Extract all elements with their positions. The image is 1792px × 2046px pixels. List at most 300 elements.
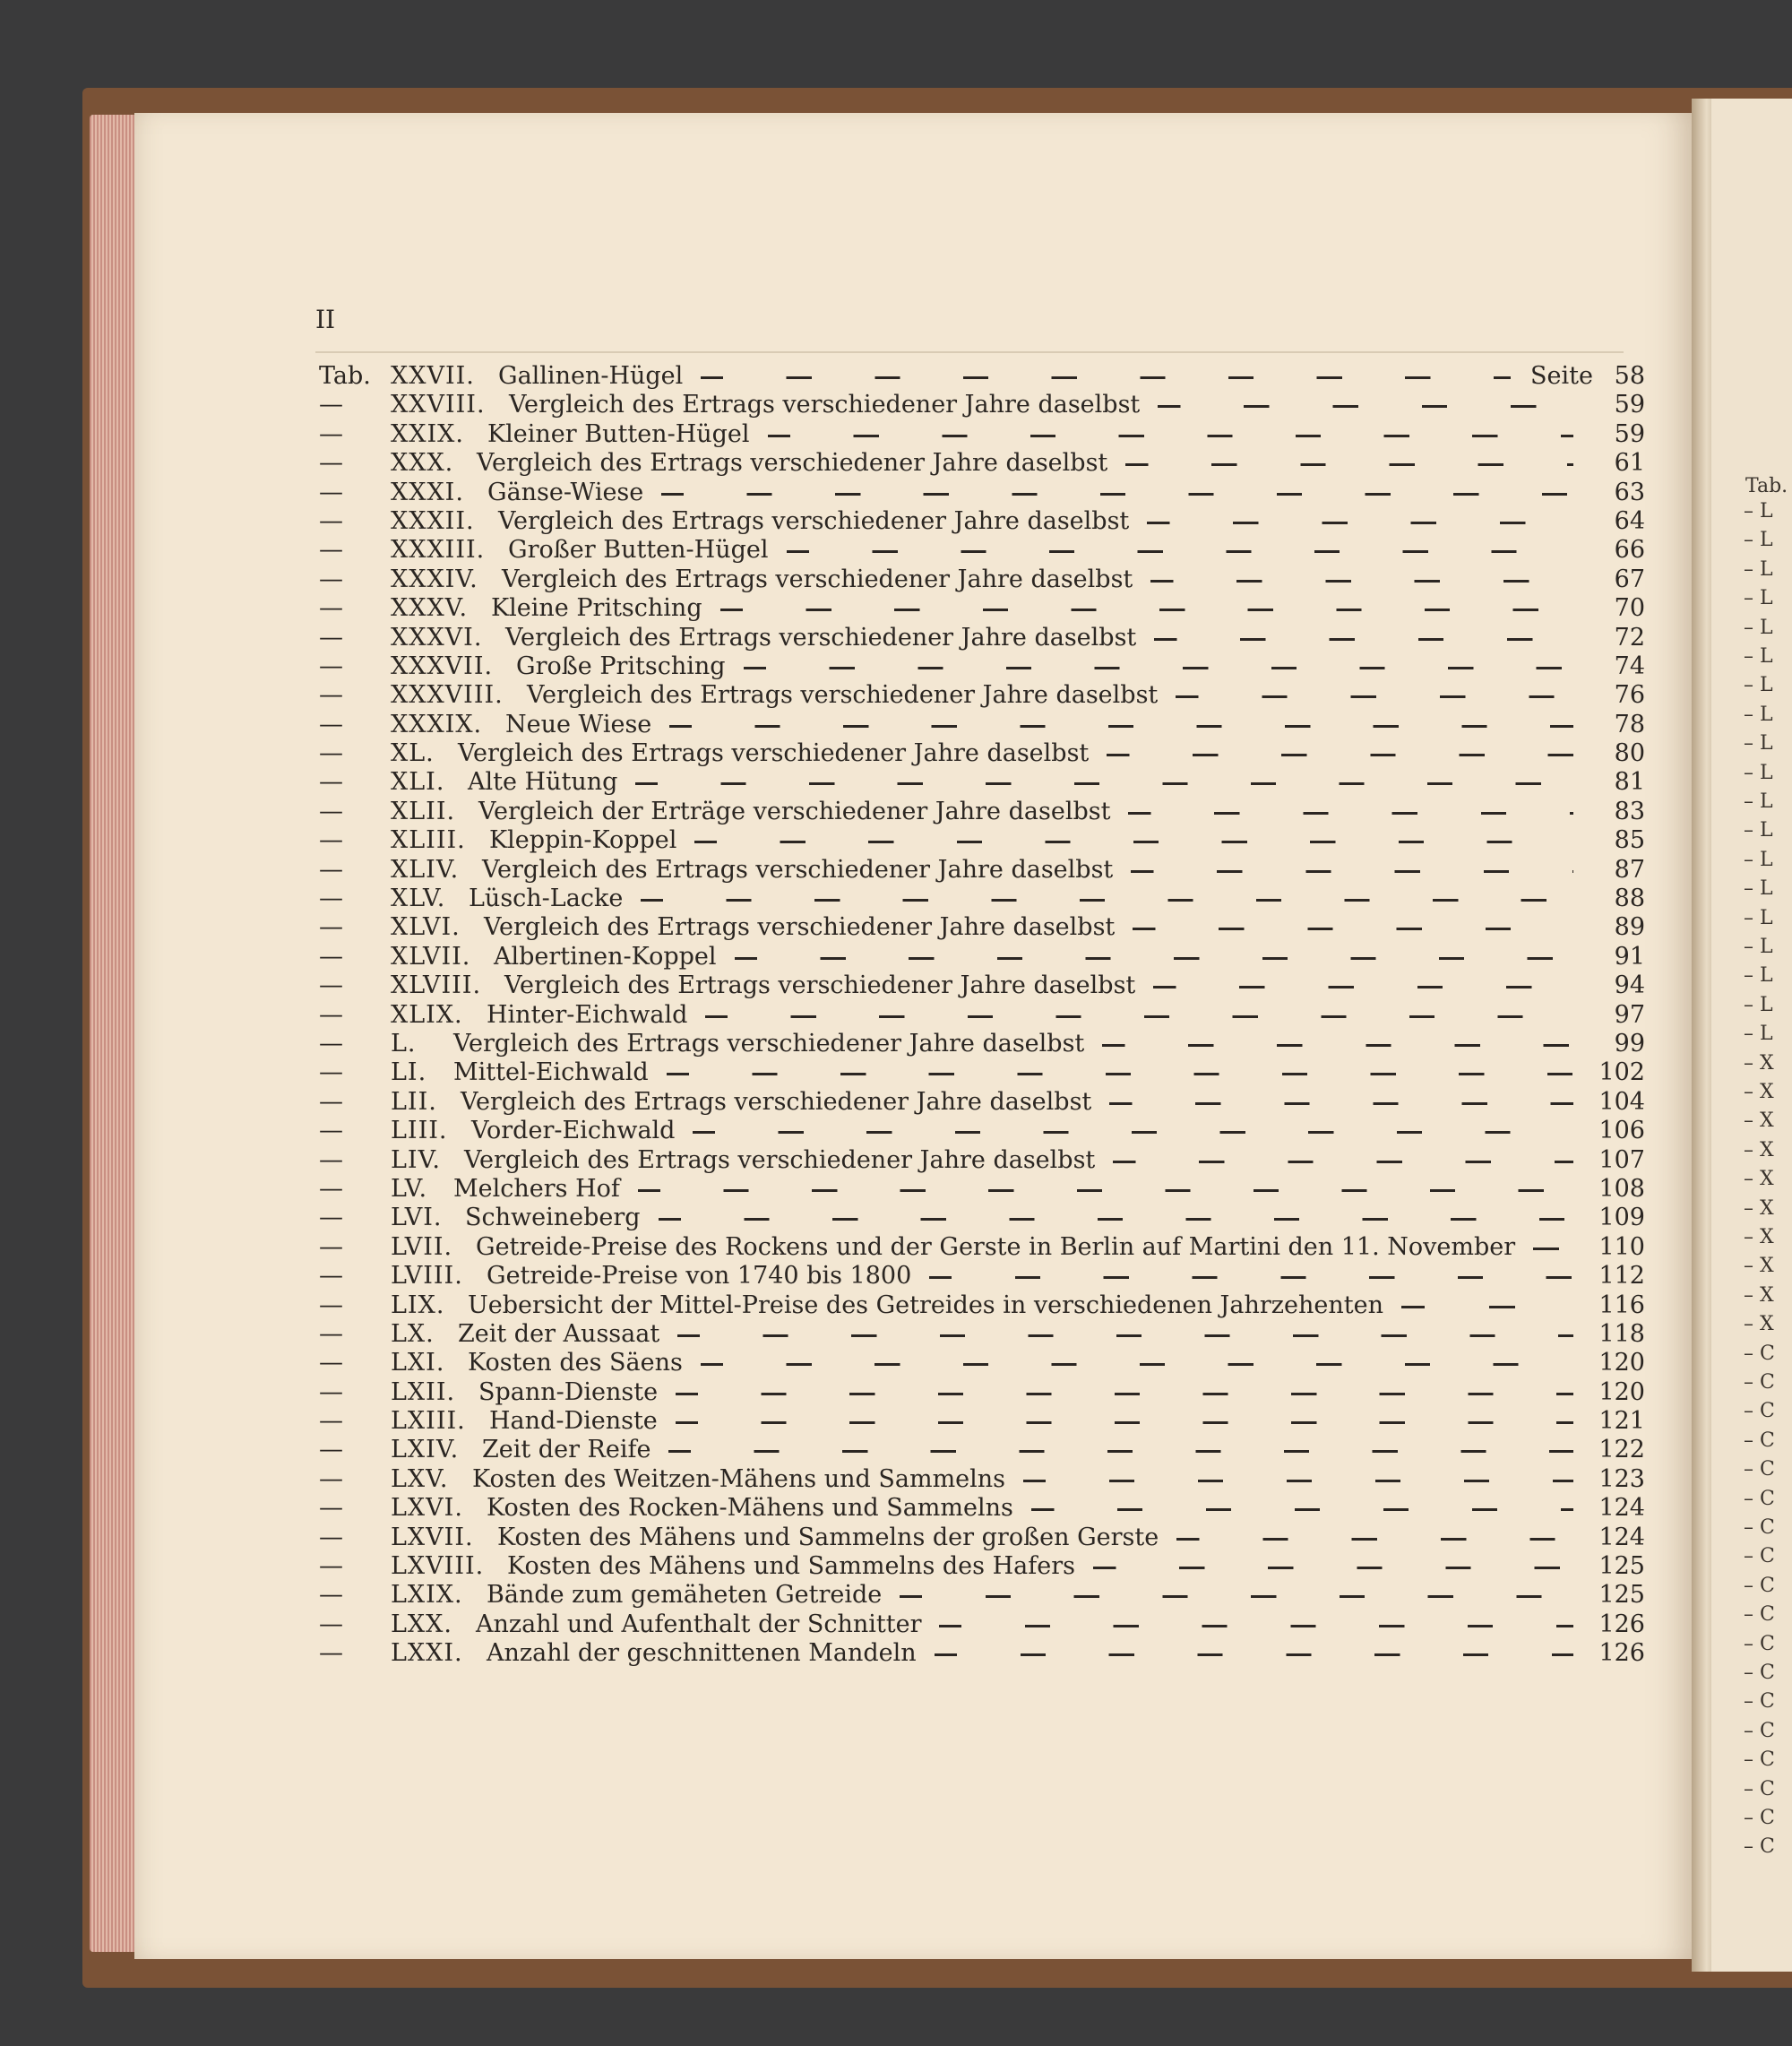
toc-page-number: 89 (1614, 913, 1645, 942)
toc-prefix: — (319, 739, 343, 768)
toc-prefix: — (319, 681, 343, 710)
toc-leader-dashes (768, 435, 1573, 437)
toc-prefix: — (319, 419, 343, 448)
next-page-row-fragment: – L (1744, 616, 1773, 639)
toc-prefix: — (319, 1610, 343, 1638)
next-page-row-fragment: – C (1744, 1574, 1775, 1597)
toc-row (319, 826, 1645, 855)
toc-prefix: — (319, 1377, 343, 1406)
toc-prefix: — (319, 1523, 343, 1551)
next-page-row-fragment: – C (1744, 1719, 1775, 1742)
toc-prefix: — (319, 885, 343, 913)
toc-prefix: — (319, 1232, 343, 1261)
toc-title: Vergleich der Erträge verschiedener Jahre daselbst (478, 797, 1111, 825)
next-page-row-fragment: – L (1744, 674, 1773, 697)
toc-page-number: 59 (1614, 391, 1645, 419)
toc-prefix: — (319, 855, 343, 884)
next-page-row-fragment: – L (1744, 529, 1773, 552)
toc-title: Anzahl der geschnittenen Mandeln (487, 1639, 917, 1668)
toc-title: Kosten des Rocken-Mähens und Sammelns (487, 1494, 1013, 1523)
next-page-row-fragment: – C (1744, 1342, 1775, 1365)
toc-leader-dashes (638, 1189, 1573, 1192)
toc-title: Vorder-Eichwald (471, 1117, 676, 1145)
toc-page-number: 122 (1598, 1436, 1645, 1464)
toc-row (319, 1058, 1645, 1087)
toc-row (319, 856, 1645, 885)
toc-title: Lüsch-Lacke (469, 885, 624, 913)
toc-table-number: XLVIII. (391, 971, 482, 1000)
toc-table-number: LXII. (391, 1377, 456, 1406)
toc-row (319, 624, 1645, 652)
next-page-row-fragment: – C (1744, 1690, 1775, 1714)
toc-title: Mittel-Eichwald (453, 1058, 649, 1087)
next-page-row-fragment: – C (1744, 1487, 1775, 1510)
toc-row (319, 798, 1645, 826)
toc-leader-dashes (701, 376, 1511, 379)
toc-row (319, 1117, 1645, 1145)
next-page-row-fragment: – L (1744, 819, 1773, 842)
toc-title: Schweineberg (465, 1204, 641, 1232)
toc-page-number: 67 (1614, 565, 1645, 593)
toc-table-number: XXXII. (391, 506, 475, 535)
toc-prefix: — (319, 1464, 343, 1493)
toc-title: Vergleich des Ertrags verschiedener Jahre daselbst (505, 623, 1137, 652)
toc-prefix: — (319, 1000, 343, 1029)
toc-leader-dashes (667, 1073, 1573, 1075)
toc-row (319, 565, 1645, 594)
toc-title: Getreide-Preise von 1740 bis 1800 (487, 1262, 912, 1291)
toc-leader-dashes (701, 1363, 1573, 1366)
toc-title: Kleppin-Koppel (489, 826, 677, 855)
right-page-fragment (1711, 99, 1792, 1972)
next-page-row-fragment: – L (1744, 732, 1773, 755)
toc-table-number: LI. (391, 1058, 427, 1087)
toc-leader-dashes (1150, 580, 1573, 583)
toc-table-number: LIX. (391, 1291, 445, 1319)
toc-leader-dashes (694, 841, 1573, 843)
toc-page-number: 87 (1614, 855, 1645, 884)
toc-title: Uebersicht der Mittel-Preise des Getreides in verschiedenen Jahrzehenten (468, 1291, 1383, 1319)
next-page-row-fragment: – L (1744, 877, 1773, 901)
toc-page-number: 78 (1614, 710, 1645, 738)
toc-page-number: 109 (1598, 1204, 1645, 1232)
header-rule (315, 351, 1624, 353)
toc-prefix: — (319, 1174, 343, 1203)
toc-leader-dashes (1176, 1538, 1573, 1541)
toc-table-number: LXVIII. (391, 1552, 485, 1581)
toc-prefix: — (319, 565, 343, 593)
next-page-row-fragment: – C (1744, 1662, 1775, 1684)
toc-leader-dashes (693, 1131, 1573, 1134)
toc-row (319, 1378, 1645, 1407)
toc-title: Hinter-Eichwald (487, 1000, 688, 1029)
toc-row (319, 449, 1645, 478)
toc-page-number: 81 (1614, 768, 1645, 797)
toc-table-number: LX. (391, 1319, 435, 1348)
toc-leader-dashes (787, 550, 1573, 553)
toc-page-number: 80 (1614, 739, 1645, 768)
toc-table-number: XXXI. (391, 478, 464, 506)
toc-title: Kleiner Butten-Hügel (487, 419, 750, 448)
next-page-row-fragment: – L (1744, 1023, 1773, 1046)
toc-leader-dashes (659, 1218, 1573, 1221)
toc-table-number: XLVII. (391, 942, 471, 971)
toc-prefix: — (319, 536, 343, 565)
toc-leader-dashes (1031, 1508, 1573, 1511)
toc-prefix: — (319, 1639, 343, 1668)
toc-table-number: LVII. (391, 1232, 453, 1261)
toc-title: Vergleich des Ertrags verschiedener Jahre daselbst (453, 1029, 1085, 1058)
next-page-row-fragment: – L (1744, 645, 1773, 668)
toc-table-number: LXVII. (391, 1523, 474, 1551)
next-page-row-fragment: – L (1744, 906, 1773, 929)
toc-page-number: 121 (1598, 1407, 1645, 1436)
toc-prefix: — (319, 1087, 343, 1116)
toc-row (319, 1233, 1645, 1262)
toc-prefix: — (319, 1552, 343, 1581)
next-page-row-fragment: – X (1744, 1313, 1774, 1336)
toc-prefix: — (319, 1262, 343, 1291)
page-number: II (315, 305, 336, 334)
toc-prefix: — (319, 478, 343, 506)
toc-page-number: 91 (1614, 942, 1645, 971)
toc-page-number: 94 (1614, 971, 1645, 1000)
toc-row (319, 1639, 1645, 1668)
toc-page-number: 74 (1614, 652, 1645, 680)
toc-page-number: 97 (1614, 1000, 1645, 1029)
toc-title: Vergleich des Ertrags verschiedener Jahre daselbst (502, 565, 1133, 593)
toc-table-number: LVIII. (391, 1262, 463, 1291)
toc-leader-dashes (1125, 463, 1573, 466)
toc-table-number: LXIX. (391, 1581, 463, 1610)
toc-page-number: 120 (1598, 1377, 1645, 1406)
toc-leader-dashes (635, 782, 1573, 785)
toc-table-number: LII. (391, 1087, 437, 1116)
toc-leader-dashes (641, 899, 1573, 902)
next-page-row-fragment: – X (1744, 1051, 1774, 1075)
toc-row (319, 971, 1645, 1000)
toc-title: Getreide-Preise des Rockens und der Gerste in Berlin auf Martini den 11. November (476, 1232, 1516, 1261)
toc-leader-dashes (677, 1334, 1573, 1337)
toc-table-number: XLVI. (391, 913, 461, 942)
toc-row (319, 1407, 1645, 1436)
toc-table-number: XL. (391, 739, 435, 768)
toc-title: Kosten des Weitzen-Mähens und Sammelns (472, 1464, 1006, 1493)
toc-title: Bände zum gemäheten Getreide (487, 1581, 883, 1610)
toc-prefix: — (319, 506, 343, 535)
toc-row (319, 362, 1645, 391)
next-page-row-fragment: – C (1744, 1400, 1775, 1423)
toc-row (319, 391, 1645, 419)
next-page-tab-label: Tab. (1745, 475, 1788, 497)
toc-prefix: — (319, 1029, 343, 1058)
toc-prefix: — (319, 1581, 343, 1610)
next-page-row-fragment: – X (1744, 1283, 1774, 1307)
toc-page-number: 58 (1614, 362, 1645, 390)
toc-table-number: LXI. (391, 1349, 445, 1377)
toc-title: Zeit der Reife (482, 1436, 651, 1464)
toc-page-number: 61 (1614, 449, 1645, 478)
toc-table-number: LIII. (391, 1117, 448, 1145)
toc-row (319, 1146, 1645, 1175)
toc-prefix: — (319, 594, 343, 623)
book-gutter (1692, 99, 1713, 1972)
toc-page-number: 108 (1598, 1174, 1645, 1203)
toc-page-number: 59 (1614, 419, 1645, 448)
toc-leader-dashes (1158, 405, 1573, 408)
toc-prefix: — (319, 1319, 343, 1348)
toc-page-number: 118 (1598, 1319, 1645, 1348)
next-page-row-fragment: – X (1744, 1196, 1774, 1220)
toc-leader-dashes (1093, 1567, 1573, 1569)
toc-leader-dashes (1133, 928, 1573, 930)
toc-table-number: XXXIV. (391, 565, 478, 593)
toc-row (319, 1204, 1645, 1232)
toc-row (319, 420, 1645, 449)
toc-page-number: 63 (1614, 478, 1645, 506)
toc-prefix: — (319, 652, 343, 680)
toc-row (319, 1291, 1645, 1320)
toc-leader-dashes (1154, 638, 1573, 641)
toc-leader-dashes (1401, 1306, 1573, 1308)
toc-table-number: XXXVI. (391, 623, 483, 652)
toc-row (319, 1524, 1645, 1552)
toc-prefix: — (319, 1058, 343, 1087)
toc-row (319, 1088, 1645, 1117)
toc-table-number: LXX. (391, 1610, 452, 1638)
toc-row (319, 1320, 1645, 1349)
toc-title: Anzahl und Aufenthalt der Schnitter (476, 1610, 922, 1638)
toc-title: Vergleich des Ertrags verschiedener Jahre daselbst (461, 1087, 1092, 1116)
next-page-row-fragment: – C (1744, 1632, 1775, 1655)
toc-table-number: LXIII. (391, 1407, 466, 1436)
next-page-row-fragment: – X (1744, 1168, 1774, 1191)
toc-title: Vergleich des Ertrags verschiedener Jahre daselbst (484, 913, 1116, 942)
toc-page-number: 125 (1598, 1552, 1645, 1581)
toc-prefix: — (319, 913, 343, 942)
next-page-row-fragment: – C (1744, 1429, 1775, 1452)
toc-page-number: 107 (1598, 1145, 1645, 1174)
toc-title: Neue Wiese (505, 710, 652, 738)
toc-leader-dashes (1109, 1102, 1573, 1105)
toc-leader-dashes (939, 1625, 1573, 1627)
toc-row (319, 1436, 1645, 1464)
toc-table-number: XXXVIII. (391, 681, 504, 710)
toc-title: Kosten des Säens (468, 1349, 683, 1377)
toc-leader-dashes (676, 1393, 1573, 1395)
toc-title: Hand-Dienste (489, 1407, 658, 1436)
toc-leader-dashes (1153, 986, 1573, 988)
next-page-row-fragment: – L (1744, 848, 1773, 871)
next-page-row-fragment: – L (1744, 587, 1773, 610)
toc-row (319, 711, 1645, 739)
toc-row (319, 943, 1645, 971)
toc-table-number: XXXIX. (391, 710, 483, 738)
toc-row (319, 768, 1645, 797)
toc-prefix: — (319, 797, 343, 825)
toc-leader-dashes (1102, 1044, 1573, 1047)
toc-page-number: 116 (1598, 1291, 1645, 1319)
toc-page-number: 85 (1614, 826, 1645, 855)
toc-table-number: XXX. (391, 449, 454, 478)
toc-prefix: — (319, 1494, 343, 1523)
toc-table-number: XXXVII. (391, 652, 494, 680)
next-page-row-fragment: – L (1744, 993, 1773, 1016)
toc-leader-dashes (676, 1421, 1573, 1424)
seite-column-label: Seite (1530, 362, 1593, 390)
toc-table-number: LXV. (391, 1464, 449, 1493)
next-page-row-fragment: – C (1744, 1545, 1775, 1568)
toc-row (319, 1262, 1645, 1291)
toc-row (319, 681, 1645, 710)
toc-table-number: XXXV. (391, 594, 469, 623)
toc-leader-dashes (705, 1015, 1573, 1018)
toc-prefix: — (319, 391, 343, 419)
toc-page-number: 112 (1598, 1262, 1645, 1291)
toc-table-number: XLIV. (391, 855, 460, 884)
toc-table-number: XLII. (391, 797, 456, 825)
toc-title: Melchers Hof (453, 1174, 620, 1203)
toc-page-number: 64 (1614, 506, 1645, 535)
toc-title: Kosten des Mähens und Sammelns des Hafers (507, 1552, 1075, 1581)
toc-leader-dashes (1128, 812, 1573, 815)
toc-table-number: LVI. (391, 1204, 443, 1232)
toc-leader-dashes (1533, 1247, 1573, 1250)
next-page-row-fragment: – L (1744, 500, 1773, 522)
toc-table-number: LV. (391, 1174, 428, 1203)
toc-title: Vergleich des Ertrags verschiedener Jahre daselbst (482, 855, 1114, 884)
toc-title: Vergleich des Ertrags verschiedener Jahre daselbst (464, 1145, 1096, 1174)
toc-table-number: XLI. (391, 768, 445, 797)
toc-page-number: 83 (1614, 797, 1645, 825)
toc-table-number: LXIV. (391, 1436, 460, 1464)
toc-title: Kleine Pritsching (491, 594, 702, 623)
toc-prefix: — (319, 1204, 343, 1232)
toc-table-number: XLV. (391, 885, 446, 913)
toc-prefix: — (319, 710, 343, 738)
toc-page-number: 99 (1614, 1029, 1645, 1058)
next-page-row-fragment: – C (1744, 1835, 1775, 1859)
toc-row (319, 1581, 1645, 1610)
next-page-row-fragment: – L (1744, 703, 1773, 726)
toc-table-number: LXVI. (391, 1494, 463, 1523)
toc-row (319, 885, 1645, 913)
toc-leader-dashes (735, 957, 1573, 960)
next-page-row-fragment: – X (1744, 1138, 1774, 1161)
toc-leader-dashes (668, 1450, 1573, 1453)
toc-row (319, 739, 1645, 768)
toc-table-number: LXXI. (391, 1639, 463, 1668)
next-page-row-fragment: – X (1744, 1226, 1774, 1248)
toc-page-number: 76 (1614, 681, 1645, 710)
toc-prefix: — (319, 623, 343, 652)
next-page-row-fragment: – C (1744, 1777, 1775, 1800)
toc-page-number: 125 (1598, 1581, 1645, 1610)
toc-row (319, 1494, 1645, 1523)
page-edges (90, 115, 140, 1952)
toc-row (319, 913, 1645, 942)
next-page-row-fragment: – L (1744, 936, 1773, 958)
next-page-row-fragment: – C (1744, 1371, 1775, 1394)
toc-row (319, 1001, 1645, 1030)
toc-prefix: — (319, 449, 343, 478)
toc-title: Vergleich des Ertrags verschiedener Jahre daselbst (527, 681, 1159, 710)
toc-leader-dashes (1147, 522, 1573, 524)
toc-prefix: — (319, 768, 343, 797)
toc-leader-dashes (1113, 1161, 1573, 1163)
toc-leader-dashes (669, 725, 1573, 728)
next-page-row-fragment: – X (1744, 1109, 1774, 1133)
toc-table-number: XXXIII. (391, 536, 486, 565)
toc-page-number: 123 (1598, 1464, 1645, 1493)
toc-table-number: XLIII. (391, 826, 466, 855)
toc-title: Gänse-Wiese (487, 478, 644, 506)
toc-row (319, 1465, 1645, 1494)
toc-prefix: — (319, 826, 343, 855)
toc-title: Vergleich des Ertrags verschiedener Jahre daselbst (504, 971, 1136, 1000)
next-page-row-fragment: – C (1744, 1807, 1775, 1829)
toc-prefix: — (319, 942, 343, 971)
toc-title: Spann-Dienste (478, 1377, 659, 1406)
toc-leader-dashes (720, 609, 1573, 611)
next-page-row-fragment: – L (1744, 790, 1773, 813)
toc-row (319, 1552, 1645, 1581)
toc-table-number: XXIX. (391, 419, 464, 448)
toc-page-number: 104 (1598, 1087, 1645, 1116)
toc-leader-dashes (1107, 754, 1573, 756)
toc-title: Vergleich des Ertrags verschiedener Jahre daselbst (498, 506, 1130, 535)
toc-title: Kosten des Mähens und Sammelns der großen Gerste (497, 1523, 1159, 1551)
toc-row (319, 479, 1645, 507)
toc-title: Vergleich des Ertrags verschiedener Jahre daselbst (509, 391, 1141, 419)
next-page-row-fragment: – X (1744, 1255, 1774, 1278)
toc-title: Vergleich des Ertrags verschiedener Jahre daselbst (477, 449, 1108, 478)
toc-title: Alte Hütung (468, 768, 618, 797)
toc-leader-dashes (900, 1595, 1573, 1598)
toc-title: Großer Butten-Hügel (508, 536, 769, 565)
toc-page-number: 124 (1598, 1523, 1645, 1551)
toc-prefix: — (319, 1145, 343, 1174)
toc-page-number: 102 (1598, 1058, 1645, 1087)
next-page-row-fragment: – C (1744, 1458, 1775, 1481)
next-page-row-fragment: – C (1744, 1603, 1775, 1627)
toc-leader-dashes (1023, 1480, 1573, 1482)
toc-title: Gallinen-Hügel (498, 362, 684, 390)
toc-page-number: 70 (1614, 594, 1645, 623)
toc-title: Große Pritsching (516, 652, 726, 680)
toc-leader-dashes (744, 667, 1573, 669)
toc-page-number: 72 (1614, 623, 1645, 652)
toc-row (319, 1349, 1645, 1377)
next-page-row-fragment: – L (1744, 557, 1773, 581)
toc-page-number: 66 (1614, 536, 1645, 565)
toc-leader-dashes (929, 1276, 1573, 1279)
next-page-row-fragment: – X (1744, 1081, 1774, 1103)
toc-table-number: LIV. (391, 1145, 441, 1174)
toc-page-number: 124 (1598, 1494, 1645, 1523)
toc-page-number: 126 (1598, 1639, 1645, 1668)
toc-row (319, 1175, 1645, 1204)
next-page-row-fragment: – L (1744, 761, 1773, 784)
next-page-row-fragment: – C (1744, 1748, 1775, 1772)
toc-table-number: XXVIII. (391, 391, 486, 419)
toc-prefix: — (319, 1436, 343, 1464)
toc-title: Vergleich des Ertrags verschiedener Jahre daselbst (458, 739, 1090, 768)
table-of-contents (319, 362, 1645, 1669)
toc-row (319, 536, 1645, 565)
toc-prefix: — (319, 1117, 343, 1145)
toc-leader-dashes (1131, 870, 1573, 873)
